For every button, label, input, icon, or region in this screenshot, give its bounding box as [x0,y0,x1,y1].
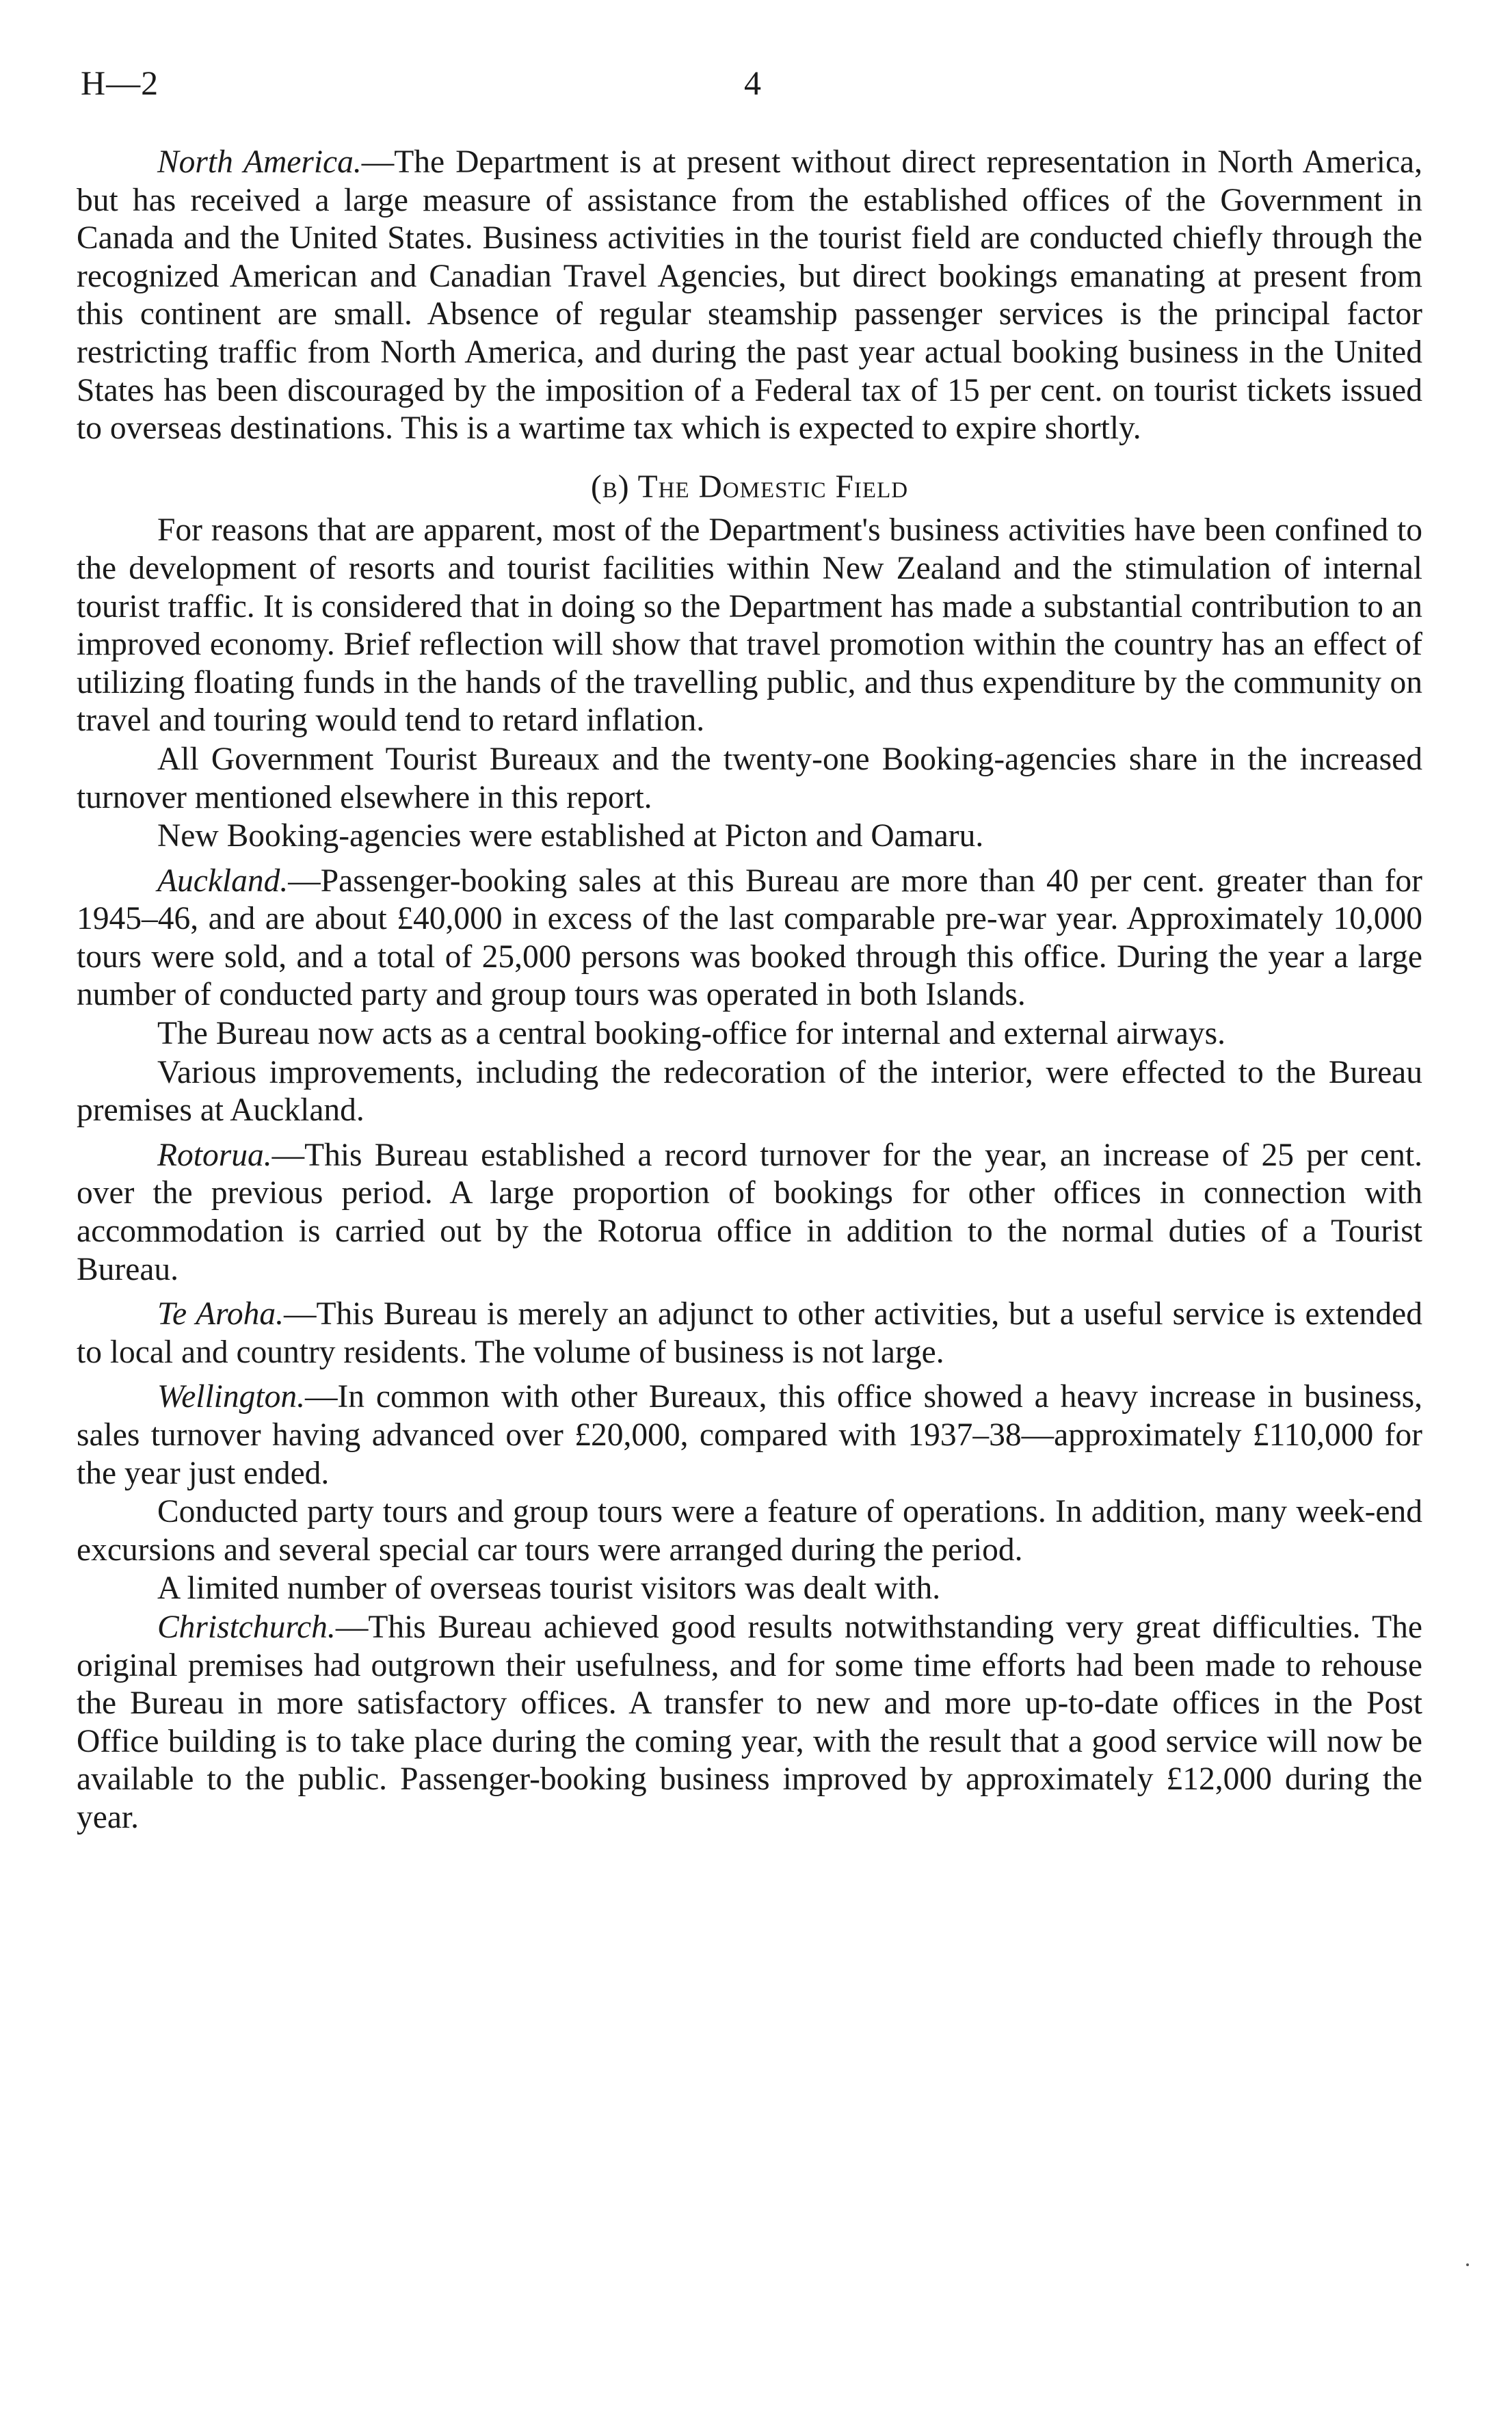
run-in-heading: North America. [157,144,362,180]
paragraph-auckland-central-office: The Bureau now acts as a central booking-office for internal and external airways. [157,1016,1226,1052]
paragraph-te-aroha [77,1296,1422,1371]
section-heading-domestic-field: (b) The Domestic Field [590,469,909,505]
paragraph-wellington-overseas-visitors: A limited number of overseas tourist visitors was dealt with. [157,1571,941,1607]
paragraph-text: —The Department is at present without direct representation in North America, but has received a large measure of assistance from the established offices of the Government in Canada and the United States. Business activities in the tourist field are conducted chiefly through the recognized American and Canadian Travel Agencies, but direct bookings emanating at present from this continent are small. Absence of regular steamship passenger services is the principal factor restricting traffic from North America, and during the past year actual booking business in the United States has been discouraged by the imposition of a Federal tax of 15 per cent. on tourist tickets issued to overseas destinations. This is a wartime tax which is expected to expire shortly. [77,144,1422,447]
page-number: 4 [744,64,761,102]
paragraph-wellington [77,1378,1422,1493]
scan-speck [1466,2263,1469,2266]
run-in-heading: Auckland. [157,863,289,899]
paragraph-auckland-improvements: Various improvements, including the redecoration of the interior, were effected to the Bureau premises at Auckland. [77,1054,1422,1129]
run-in-heading: Wellington. [157,1379,305,1415]
run-in-heading: Christchurch. [157,1609,336,1645]
paragraph-christchurch [77,1609,1422,1837]
paragraph-new-agencies: New Booking-agencies were established at Picton and Oamaru. [157,818,984,854]
paragraph-text: —In common with other Bureaux, this office showed a heavy increase in business, sales turnover having advanced over £20,000, compared with 1937–38—approximately £110,000 for the year just ended. [77,1379,1422,1491]
body-text [77,144,1422,1838]
paragraph-text: —Passenger-booking sales at this Bureau are more than 40 per cent. greater than for 1945–46, and are about £40,000 in excess of the last comparable pre-war year. Approximately 10,000 tours were sold, and a total of 25,000 persons was booked through this office. During the year a large number of conducted party and group tours was operated in both Islands. [77,863,1422,1013]
paragraph-rotorua [77,1137,1422,1289]
paragraph-bureaux-share: All Government Tourist Bureaux and the twenty-one Booking-agencies share in the increased turnover mentioned elsewhere in this report. [77,741,1422,815]
run-in-heading: Te Aroha. [157,1296,284,1332]
paragraph-auckland [77,863,1422,1014]
paragraph-domestic-intro: For reasons that are apparent, most of the Department's business activities have been confined to the development of resorts and tourist facilities within New Zealand and the stimulation of internal tourist traffic. It is considered that in doing so the Department has made a substantial contribution to an improved economy. Brief reflection will show that travel promotion within the country has an effect of utilizing floating funds in the hands of the travelling public, and thus expenditure by the community on travel and touring would tend to retard inflation. [77,512,1422,739]
run-in-heading: Rotorua. [157,1137,272,1173]
paragraph-wellington-conducted-tours: Conducted party tours and group tours were a feature of operations. In addition, many week-end excursions and several special car tours were arranged during the period. [77,1494,1422,1568]
paragraph-north-america [77,144,1422,448]
paragraph-text: —This Bureau established a record turnover for the year, an increase of 25 per cent. over the previous period. A large proportion of bookings for other offices in connection with accommodation is carried out by the Rotorua office in addition to the normal duties of a Tourist Bureau. [77,1137,1422,1287]
paragraph-text: —This Bureau achieved good results notwithstanding very great difficulties. The original premises had outgrown their usefulness, and for some time efforts had been made to rehouse the Bureau in more satisfactory offices. A transfer to new and more up-to-date offices in the Post Office building is to take place during the coming year, with the result that a good service will now be available to the public. Passenger-booking business improved by approximately £12,000 during the year. [77,1609,1422,1835]
paragraph-text: —This Bureau is merely an adjunct to other activities, but a useful service is extended to local and country residents. The volume of business is not large. [77,1296,1422,1370]
document-reference: H—2 [81,64,159,102]
